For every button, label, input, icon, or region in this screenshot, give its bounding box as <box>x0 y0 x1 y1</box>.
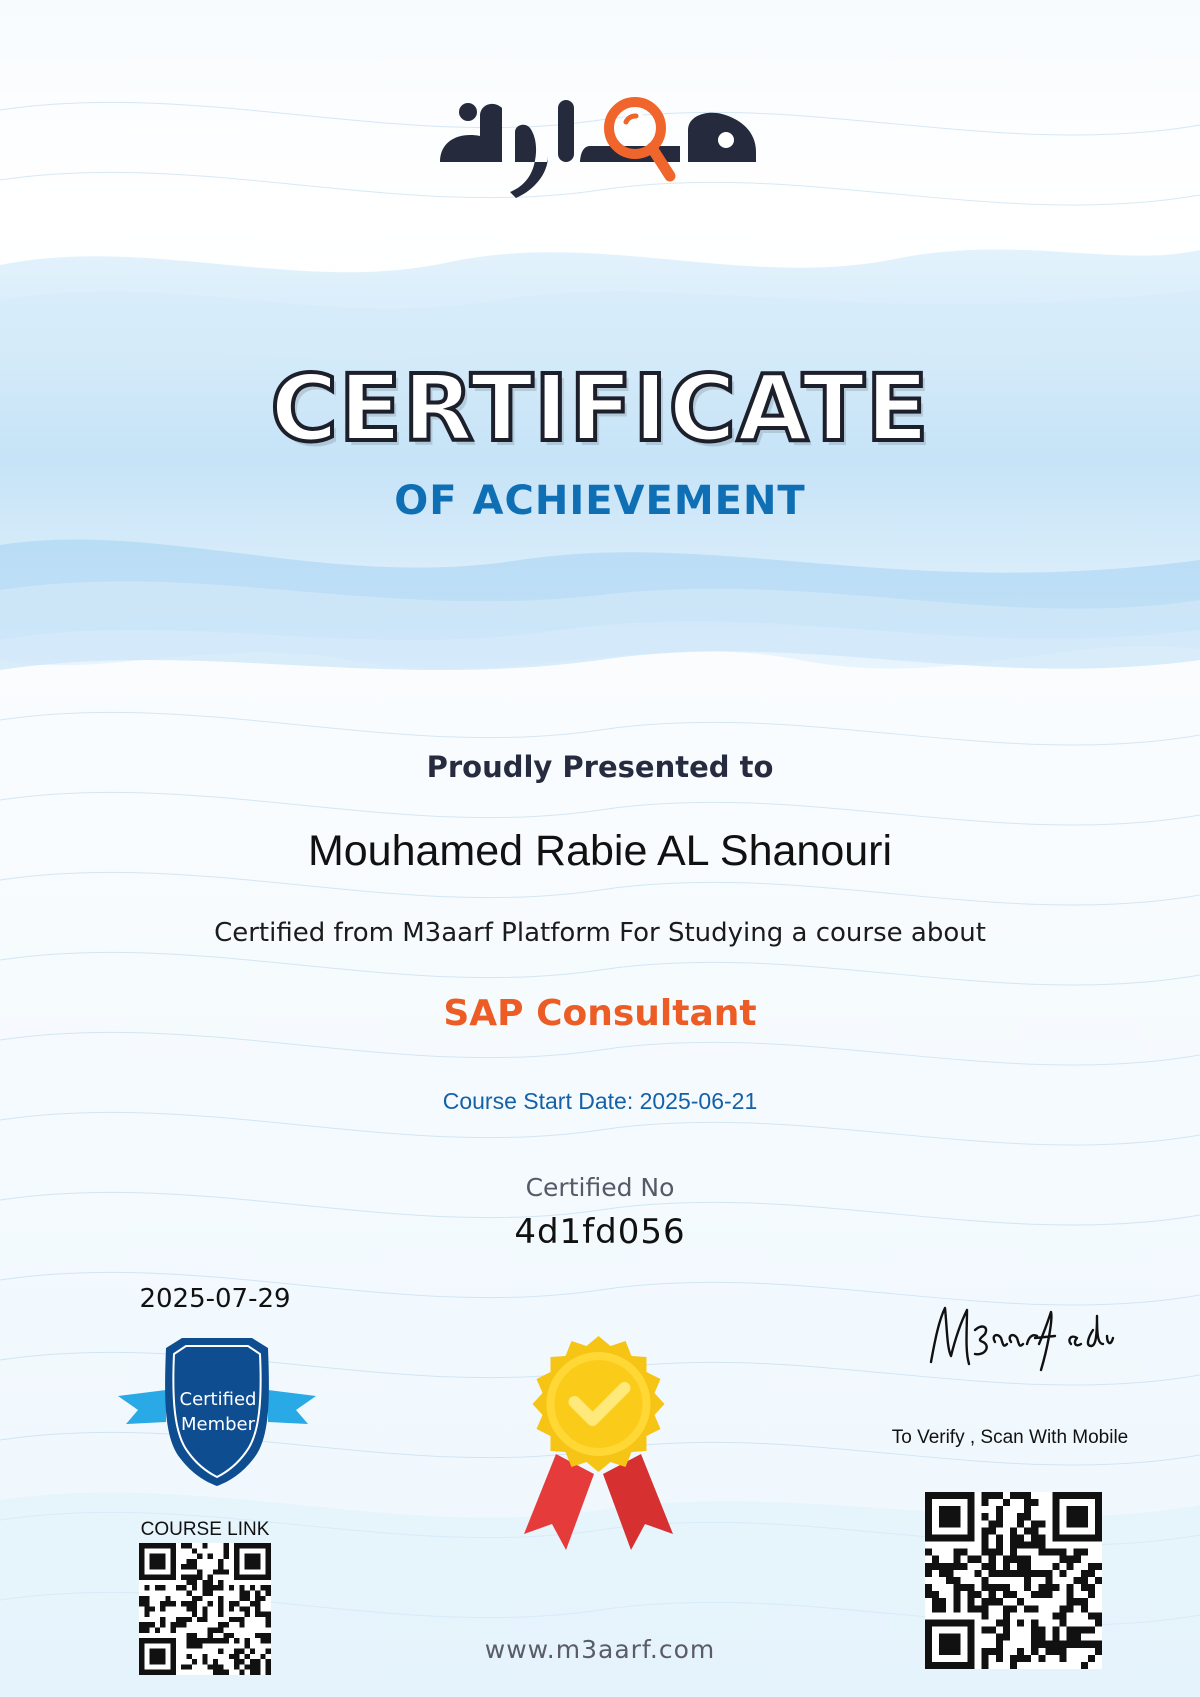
certificate-subtitle: OF ACHIEVEMENT <box>394 478 806 524</box>
certified-from-text: Certified from M3aarf Platform For Studying a course about <box>214 918 986 948</box>
course-name: SAP Consultant <box>443 993 757 1034</box>
issue-date: 2025-07-29 <box>139 1284 291 1314</box>
certified-no-label: Certified No <box>525 1173 675 1202</box>
verify-instruction: To Verify , Scan With Mobile <box>891 1427 1129 1448</box>
presented-to-label: Proudly Presented to <box>426 750 774 784</box>
signature-icon <box>925 1300 1115 1380</box>
verification-qr-code[interactable] <box>925 1492 1102 1669</box>
certificate-title: CERTIFICATE <box>270 355 930 462</box>
course-link-label: COURSE LINK <box>140 1519 270 1540</box>
recipient-name: Mouhamed Rabie AL Shanouri <box>307 827 893 875</box>
gold-seal-icon <box>516 1334 681 1554</box>
certified-member-badge-icon <box>118 1338 316 1486</box>
badge-line-2: Member <box>180 1414 256 1435</box>
certified-no: 4d1fd056 <box>514 1212 686 1252</box>
course-start-date: Course Start Date: 2025-06-21 <box>442 1088 758 1114</box>
m3aarf-logo <box>430 70 770 200</box>
badge-line-1: Certified <box>179 1389 257 1410</box>
website-url[interactable]: www.m3aarf.com <box>484 1635 716 1664</box>
